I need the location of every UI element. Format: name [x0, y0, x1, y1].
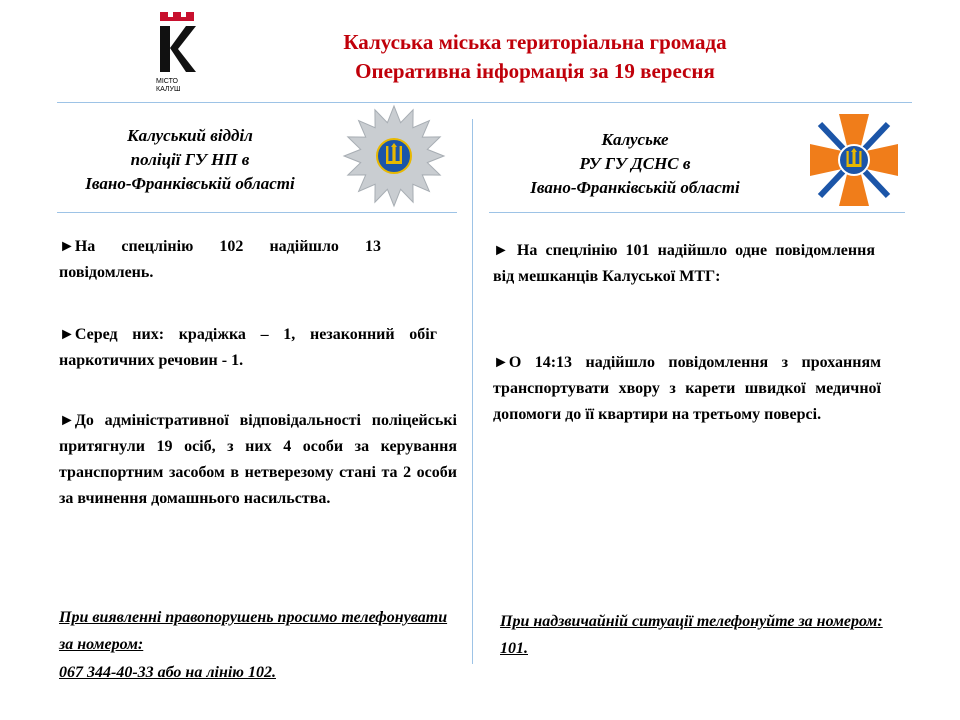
kalush-city-logo-icon	[156, 12, 198, 78]
police-footer-note: При виявленні правопорушень просимо телефонувати за номером:	[59, 609, 448, 653]
header-divider	[57, 102, 912, 103]
dsns-heading-line3: Івано-Франківській області	[530, 178, 740, 197]
dsns-heading-line1: Калуське	[601, 130, 669, 149]
city-logo	[156, 12, 198, 92]
police-trident-icon	[386, 143, 402, 164]
national-police-star-icon	[341, 104, 447, 208]
dsns-heading-divider	[489, 212, 905, 213]
dsns-heading-line2: РУ ГУ ДСНС в	[579, 154, 691, 173]
column-divider	[472, 119, 473, 664]
dsns-paragraph-1: ► На спецлінію 101 надійшло одне повідомлення від мешканців Калуської МТГ:	[493, 242, 875, 285]
police-heading-divider	[57, 212, 457, 213]
police-phone-number: 067 344-40-33 або на лінію 102.	[59, 664, 276, 681]
page-header	[240, 28, 830, 86]
header-subtitle: Оперативна інформація за 19 вересня	[355, 59, 715, 83]
police-paragraph-2: ►Серед них: крадіжка – 1, незаконний обіг наркотичних речовин - 1.	[59, 326, 437, 369]
logo-text-line2: КАЛУШ	[156, 86, 181, 93]
dsns-heading	[490, 128, 780, 200]
police-heading-line3: Івано-Франківській області	[85, 174, 295, 193]
dsns-paragraph-2: ►О 14:13 надійшло повідомлення з проханням транспортувати хвору з карети швидкої медичної допомоги до її квартири на третьому поверсі.	[493, 354, 881, 423]
dsns-footer-note: При надзвичайній ситуації телефонуйте за номером: 101.	[500, 613, 883, 657]
police-paragraph-3: ►До адміністративної відповідальності поліцейські притягнули 19 осіб, з них 4 особи за керування транспортним засобом в нетверезому стані та 2 особи за вчинення домашнього насильства.	[59, 412, 457, 507]
police-heading-line1: Калуський відділ	[127, 126, 253, 145]
police-paragraph-1: ►На спецлінію 102 надійшло 13 повідомлень.	[59, 238, 381, 281]
police-heading-line2: поліції ГУ НП в	[130, 150, 250, 169]
logo-text-line1: МІСТО	[156, 78, 179, 85]
header-title: Калуська міська територіальна громада	[343, 30, 727, 54]
police-heading	[55, 124, 325, 196]
dsns-cross-emblem-icon	[806, 110, 902, 210]
